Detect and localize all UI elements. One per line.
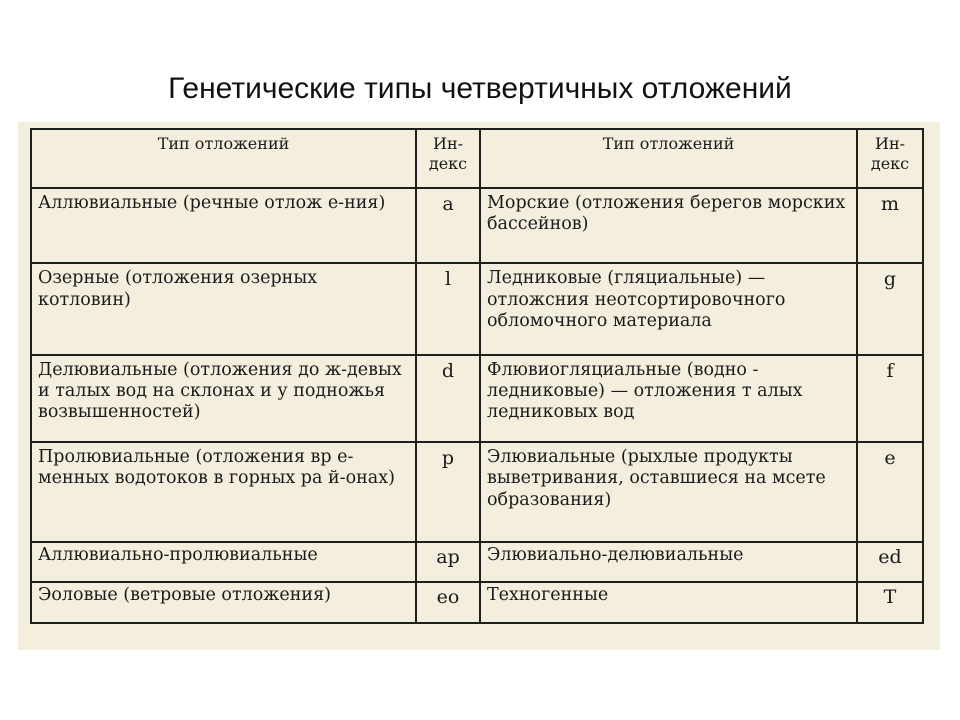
right-index-cell: ed: [857, 542, 923, 583]
right-type-cell: Техногенные: [480, 582, 857, 623]
left-index-cell: eo: [416, 582, 480, 623]
left-index-cell: p: [416, 442, 480, 542]
header-index-right: Ин- декс: [857, 129, 923, 188]
left-index-cell: a: [416, 188, 480, 263]
left-type-cell: Эоловые (ветровые отложения): [31, 582, 416, 623]
left-type-cell: Пролювиальные (отложения вр е-менных водотоков в горных ра й-онах): [31, 442, 416, 542]
left-index-cell: ap: [416, 542, 480, 583]
left-type-cell: Аллювиальные (речные отлож е-ния): [31, 188, 416, 263]
table-header-row: [31, 129, 923, 188]
header-type-right: Тип отложений: [480, 129, 857, 188]
left-type-cell: Озерные (отложения озерных котловин): [31, 263, 416, 354]
table-row: [31, 188, 923, 263]
right-index-cell: m: [857, 188, 923, 263]
right-type-cell: Морские (отложения берегов морских бассейнов): [480, 188, 857, 263]
table-row: [31, 582, 923, 623]
left-index-cell: d: [416, 355, 480, 442]
left-type-cell: Аллювиально-пролювиальные: [31, 542, 416, 583]
table-row: [31, 442, 923, 542]
right-index-cell: f: [857, 355, 923, 442]
slide-title: Генетические типы четвертичных отложений: [168, 72, 792, 105]
right-type-cell: Элювиально-делювиальные: [480, 542, 857, 583]
table-row: [31, 263, 923, 354]
right-type-cell: Элювиальные (рыхлые продукты выветривания, оставшиеся на мсете образования): [480, 442, 857, 542]
header-type-left: Тип отложений: [31, 129, 416, 188]
right-index-cell: e: [857, 442, 923, 542]
deposit-types-table: [30, 128, 924, 624]
right-index-cell: g: [857, 263, 923, 354]
right-index-cell: T: [857, 582, 923, 623]
header-index-left: Ин- декс: [416, 129, 480, 188]
right-type-cell: Ледниковые (гляциальные) — отложсния неотсортировочного обломочного материала: [480, 263, 857, 354]
left-type-cell: Делювиальные (отложения до ж-девых и талых вод на склонах и у подножья возвышенностей): [31, 355, 416, 442]
right-type-cell: Флювиогляциальные (водно - ледниковые) — отложения т алых ледниковых вод: [480, 355, 857, 442]
table-row: [31, 355, 923, 442]
left-index-cell: l: [416, 263, 480, 354]
table-row: [31, 542, 923, 583]
